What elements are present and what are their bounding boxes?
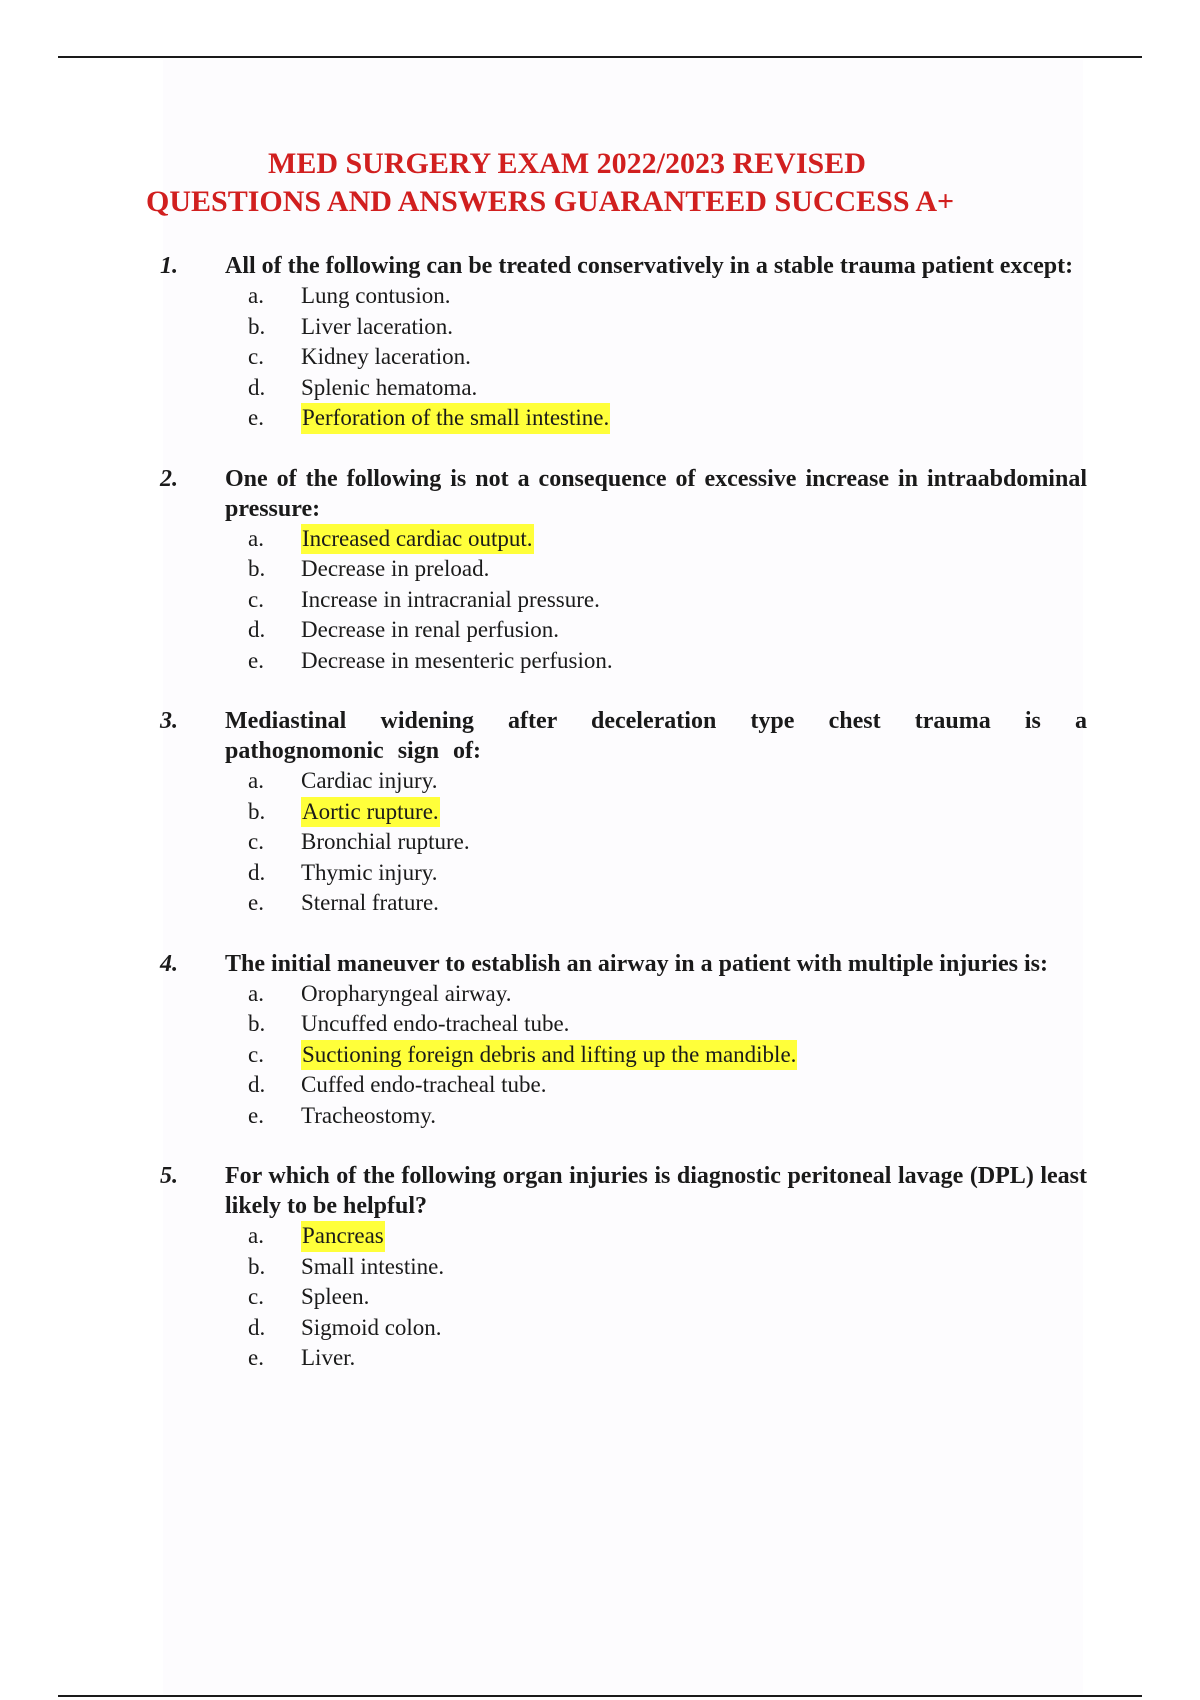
option-letter: c. — [248, 586, 264, 612]
option-text: Decrease in mesenteric perfusion. — [301, 647, 613, 673]
question-stem — [160, 464, 1088, 524]
option-letter: a. — [248, 1223, 264, 1248]
option-text: Lung contusion. — [301, 283, 451, 308]
option-letter: e. — [248, 1102, 264, 1128]
answer-options — [160, 281, 1088, 434]
bottom-rule — [58, 1695, 1142, 1697]
option-text: Liver. — [301, 1345, 356, 1370]
option-letter: e. — [248, 890, 264, 915]
question-number: 3. — [160, 708, 178, 734]
question-stem — [160, 251, 1088, 281]
answer-option — [160, 312, 1088, 343]
answer-option — [160, 797, 1088, 828]
question-text: For which of the following organ injuries is diagnostic peritoneal lavage (DPL) least likely to be helpful? — [225, 1163, 1087, 1219]
option-letter: a. — [248, 768, 264, 793]
question-4 — [160, 949, 1088, 1132]
answer-option — [160, 1070, 1088, 1101]
title-line-1: MED SURGERY EXAM 2022/2023 REVISED — [268, 147, 866, 180]
option-letter: c. — [248, 829, 264, 854]
answer-option — [160, 524, 1088, 555]
question-text: All of the following can be treated conservatively in a stable trauma patient except: — [225, 253, 1074, 279]
document-title — [0, 145, 1200, 221]
option-text: Tracheostomy. — [301, 1102, 437, 1128]
answer-option — [160, 1343, 1088, 1374]
answer-option — [160, 827, 1088, 858]
answer-option — [160, 646, 1088, 677]
question-number: 5. — [160, 1163, 178, 1189]
answer-option — [160, 1009, 1088, 1040]
answer-option — [160, 1282, 1088, 1313]
title-line-2: QUESTIONS AND ANSWERS GUARANTEED SUCCESS A+ — [146, 185, 955, 218]
option-text: Kidney laceration. — [301, 344, 471, 369]
question-text: Mediastinal widening after deceleration type chest trauma is a pathognomonic sign of: — [225, 708, 1087, 764]
option-letter: d. — [248, 859, 266, 885]
option-letter: e. — [248, 1345, 264, 1370]
top-rule — [58, 56, 1142, 58]
option-text: Liver laceration. — [301, 313, 453, 339]
question-text: The initial maneuver to establish an airway in a patient with multiple injuries is: — [225, 950, 1048, 977]
option-text: Cardiac injury. — [301, 768, 438, 793]
option-text: Bronchial rupture. — [301, 829, 470, 854]
option-letter: e. — [248, 405, 264, 430]
option-letter: b. — [248, 1011, 266, 1036]
option-text: Splenic hematoma. — [301, 374, 478, 400]
answer-options — [160, 766, 1088, 919]
option-letter: b. — [248, 1253, 266, 1279]
answer-option — [160, 373, 1088, 404]
question-stem — [160, 706, 1088, 766]
question-5 — [160, 1161, 1088, 1374]
option-text: Small intestine. — [301, 1253, 445, 1279]
answer-options — [160, 979, 1088, 1132]
question-number: 1. — [160, 253, 178, 279]
question-list — [160, 251, 1088, 1404]
option-letter: a. — [248, 525, 264, 551]
option-letter: a. — [248, 980, 264, 1006]
answer-options — [160, 1221, 1088, 1374]
correct-answer-highlight: Increased cardiac output. — [301, 524, 534, 555]
answer-option — [160, 585, 1088, 616]
option-letter: c. — [248, 1284, 264, 1309]
option-letter: a. — [248, 283, 264, 308]
question-number: 4. — [160, 950, 178, 977]
answer-option — [160, 403, 1088, 434]
answer-options — [160, 524, 1088, 677]
answer-option — [160, 1252, 1088, 1283]
option-letter: c. — [248, 1041, 264, 1067]
option-letter: d. — [248, 1314, 266, 1340]
answer-option — [160, 888, 1088, 919]
option-text: Decrease in renal perfusion. — [301, 617, 559, 642]
option-letter: b. — [248, 313, 266, 339]
option-text: Sternal frature. — [301, 890, 439, 915]
answer-option — [160, 858, 1088, 889]
question-text: One of the following is not a consequence of excessive increase in intraabdominal pressure: — [225, 465, 1087, 522]
answer-option — [160, 1040, 1088, 1071]
option-text: Increase in intracranial pressure. — [301, 586, 600, 612]
option-text: Oropharyngeal airway. — [301, 980, 512, 1006]
answer-option — [160, 1101, 1088, 1132]
option-letter: d. — [248, 374, 266, 400]
correct-answer-highlight: Suctioning foreign debris and lifting up the mandible. — [301, 1040, 797, 1071]
option-text: Spleen. — [301, 1284, 370, 1309]
option-text: Thymic injury. — [301, 859, 438, 885]
option-text: Uncuffed endo-tracheal tube. — [301, 1011, 570, 1036]
option-letter: b. — [248, 798, 266, 824]
correct-answer-highlight: Perforation of the small intestine. — [301, 403, 610, 434]
answer-option — [160, 1221, 1088, 1252]
option-text: Cuffed endo-tracheal tube. — [301, 1072, 547, 1097]
answer-option — [160, 615, 1088, 646]
question-stem — [160, 1161, 1088, 1221]
question-3 — [160, 706, 1088, 919]
answer-option — [160, 281, 1088, 312]
option-letter: b. — [248, 556, 266, 581]
answer-option — [160, 342, 1088, 373]
answer-option — [160, 1313, 1088, 1344]
option-text: Decrease in preload. — [301, 556, 490, 581]
answer-option — [160, 554, 1088, 585]
option-letter: d. — [248, 617, 266, 642]
option-letter: e. — [248, 647, 264, 673]
correct-answer-highlight: Aortic rupture. — [301, 797, 440, 828]
question-1 — [160, 251, 1088, 434]
option-letter: c. — [248, 344, 264, 369]
question-number: 2. — [160, 465, 178, 492]
option-letter: d. — [248, 1072, 266, 1097]
correct-answer-highlight: Pancreas — [301, 1221, 385, 1252]
question-stem — [160, 949, 1088, 979]
question-2 — [160, 464, 1088, 677]
answer-option — [160, 979, 1088, 1010]
answer-option — [160, 766, 1088, 797]
option-text: Sigmoid colon. — [301, 1314, 442, 1340]
